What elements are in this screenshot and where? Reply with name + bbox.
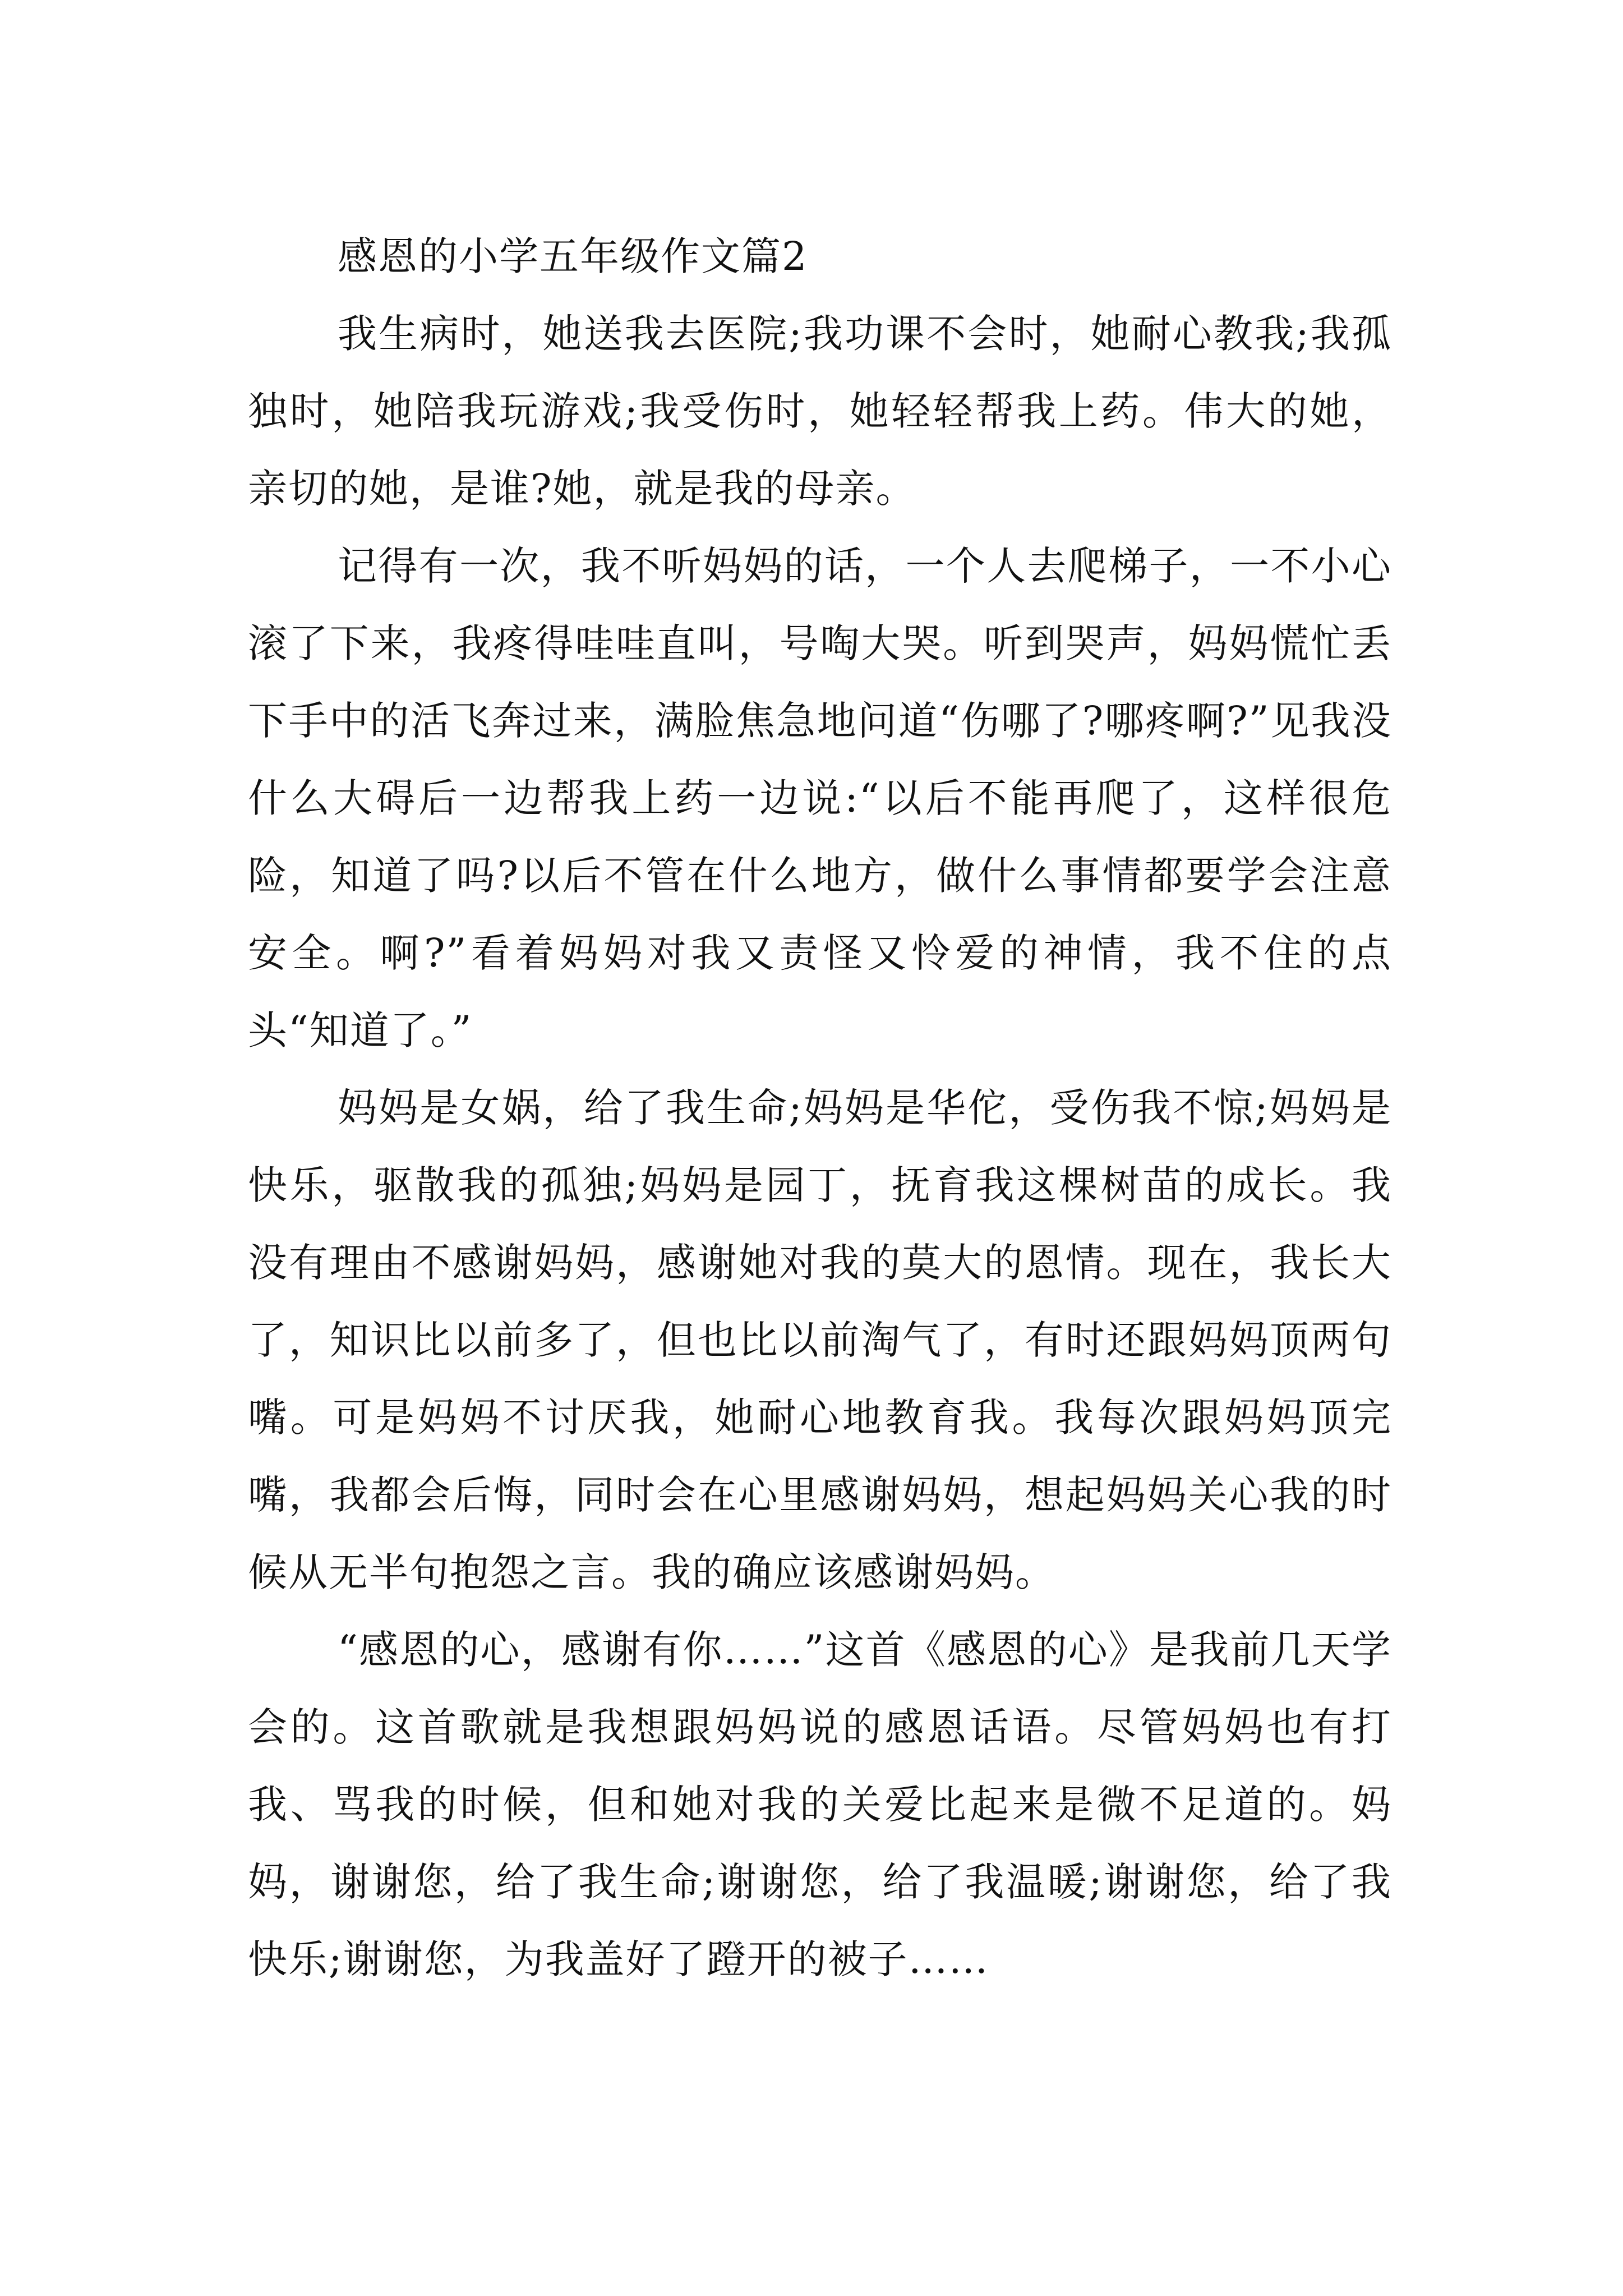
document-body [248, 218, 1392, 1998]
paragraph-2: 记得有一次，我不听妈妈的话，一个人去爬梯子，一不小心滚了下来，我疼得哇哇直叫，号啕大哭。听到哭声，妈妈慌忙丢下手中的活飞奔过来，满脸焦急地问道“伤哪了?哪疼啊?”见我没什么大碍后一边帮我上药一边说:“以后不能再爬了，这样很危险，知道了吗?以后不管在什么地方，做什么事情都要学会注意安全。啊?”看着妈妈对我又责怪又怜爱的神情，我不住的点头“知道了。” [248, 543, 1392, 1053]
essay-title: 感恩的小学五年级作文篇2 [338, 233, 808, 279]
paragraph-1: 我生病时，她送我去医院;我功课不会时，她耐心教我;我孤独时，她陪我玩游戏;我受伤时，她轻轻帮我上药。伟大的她，亲切的她，是谁?她，就是我的母亲。 [248, 311, 1392, 512]
paragraph-4: “感恩的心，感谢有你……”这首《感恩的心》是我前几天学会的。这首歌就是我想跟妈妈说的感恩话语。尽管妈妈也有打我、骂我的时候，但和她对我的关爱比起来是微不足道的。妈妈，谢谢您，给了我生命;谢谢您，给了我温暖;谢谢您，给了我快乐;谢谢您，为我盖好了蹬开的被子…… [248, 1627, 1392, 1982]
paragraph-3: 妈妈是女娲，给了我生命;妈妈是华佗，受伤我不惊;妈妈是快乐，驱散我的孤独;妈妈是园丁，抚育我这棵树苗的成长。我没有理由不感谢妈妈，感谢她对我的莫大的恩情。现在，我长大了，知识比以前多了，但也比以前淘气了，有时还跟妈妈顶两句嘴。可是妈妈不讨厌我，她耐心地教育我。我每次跟妈妈顶完嘴，我都会后悔，同时会在心里感谢妈妈，想起妈妈关心我的时候从无半句抱怨之言。我的确应该感谢妈妈。 [248, 1085, 1392, 1595]
